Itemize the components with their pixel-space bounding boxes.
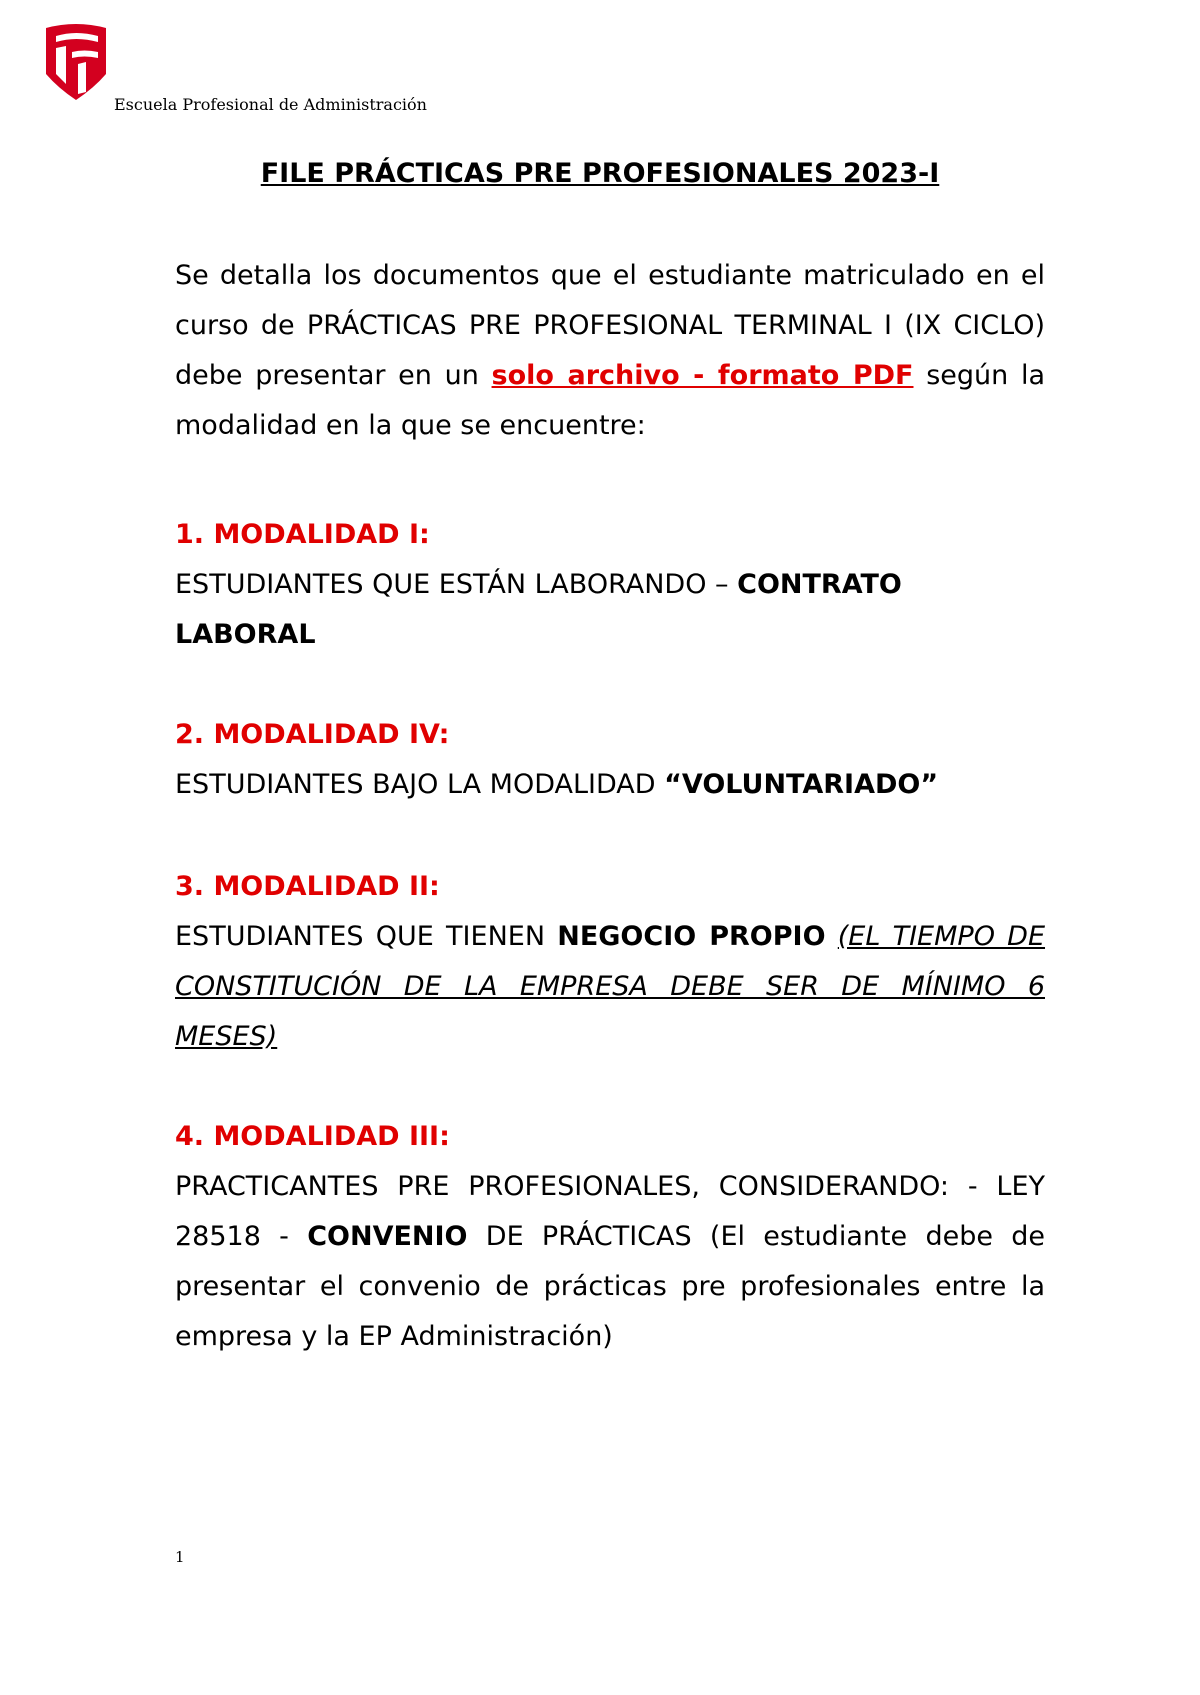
document-title: FILE PRÁCTICAS PRE PROFESIONALES 2023-I [260,158,940,189]
modality-bold-text: CONTRATO LABORAL [175,569,902,650]
intro-paragraph [175,251,1045,451]
modality-text: ESTUDIANTES QUE TIENEN [175,921,558,952]
page-number: 1 [175,1548,185,1566]
modality-section-4 [175,1112,1045,1362]
modality-description [175,760,1045,810]
university-logo [44,22,108,100]
modality-heading: 1. MODALIDAD I: [175,519,430,550]
pdf-format-highlight: solo archivo - formato PDF [491,360,914,391]
modality-text: ESTUDIANTES QUE ESTÁN LABORANDO – [175,569,738,600]
modality-bold-text: CONVENIO [307,1221,468,1252]
modality-description [175,560,1045,660]
modality-section-2 [175,710,1045,810]
modality-heading: 3. MODALIDAD II: [175,871,440,902]
school-name: Escuela Profesional de Administración [114,95,427,114]
modality-section-1 [175,510,1045,660]
modality-section-3 [175,862,1045,1062]
intro-text: Se detalla los documentos que el estudiante matriculado en el curso de PRÁCTICAS PRE PROFESIONAL TERMINAL I (IX CICLO) debe presentar en un [175,260,1045,391]
modality-text: ESTUDIANTES BAJO LA MODALIDAD [175,769,665,800]
intro-text-end: según la modalidad en la que se encuentre: [175,360,1045,441]
modality-bold-text: NEGOCIO PROPIO [557,921,826,952]
modality-bold-text: “VOLUNTARIADO” [664,769,939,800]
modality-heading: 4. MODALIDAD III: [175,1121,450,1152]
modality-heading: 2. MODALIDAD IV: [175,719,450,750]
modality-description [175,1162,1045,1362]
modality-note: (EL TIEMPO DE CONSTITUCIÓN DE LA EMPRESA DEBE SER DE MÍNIMO 6 MESES) [175,921,1046,1052]
modality-text: PRACTICANTES PRE PROFESIONALES, CONSIDERANDO: - LEY 28518 - [175,1171,1045,1252]
modality-text-continued: DE PRÁCTICAS (El estudiante debe de presentar el convenio de prácticas pre profesionales entre la empresa y la EP Administración) [175,1221,1045,1352]
modality-description [175,912,1045,1062]
